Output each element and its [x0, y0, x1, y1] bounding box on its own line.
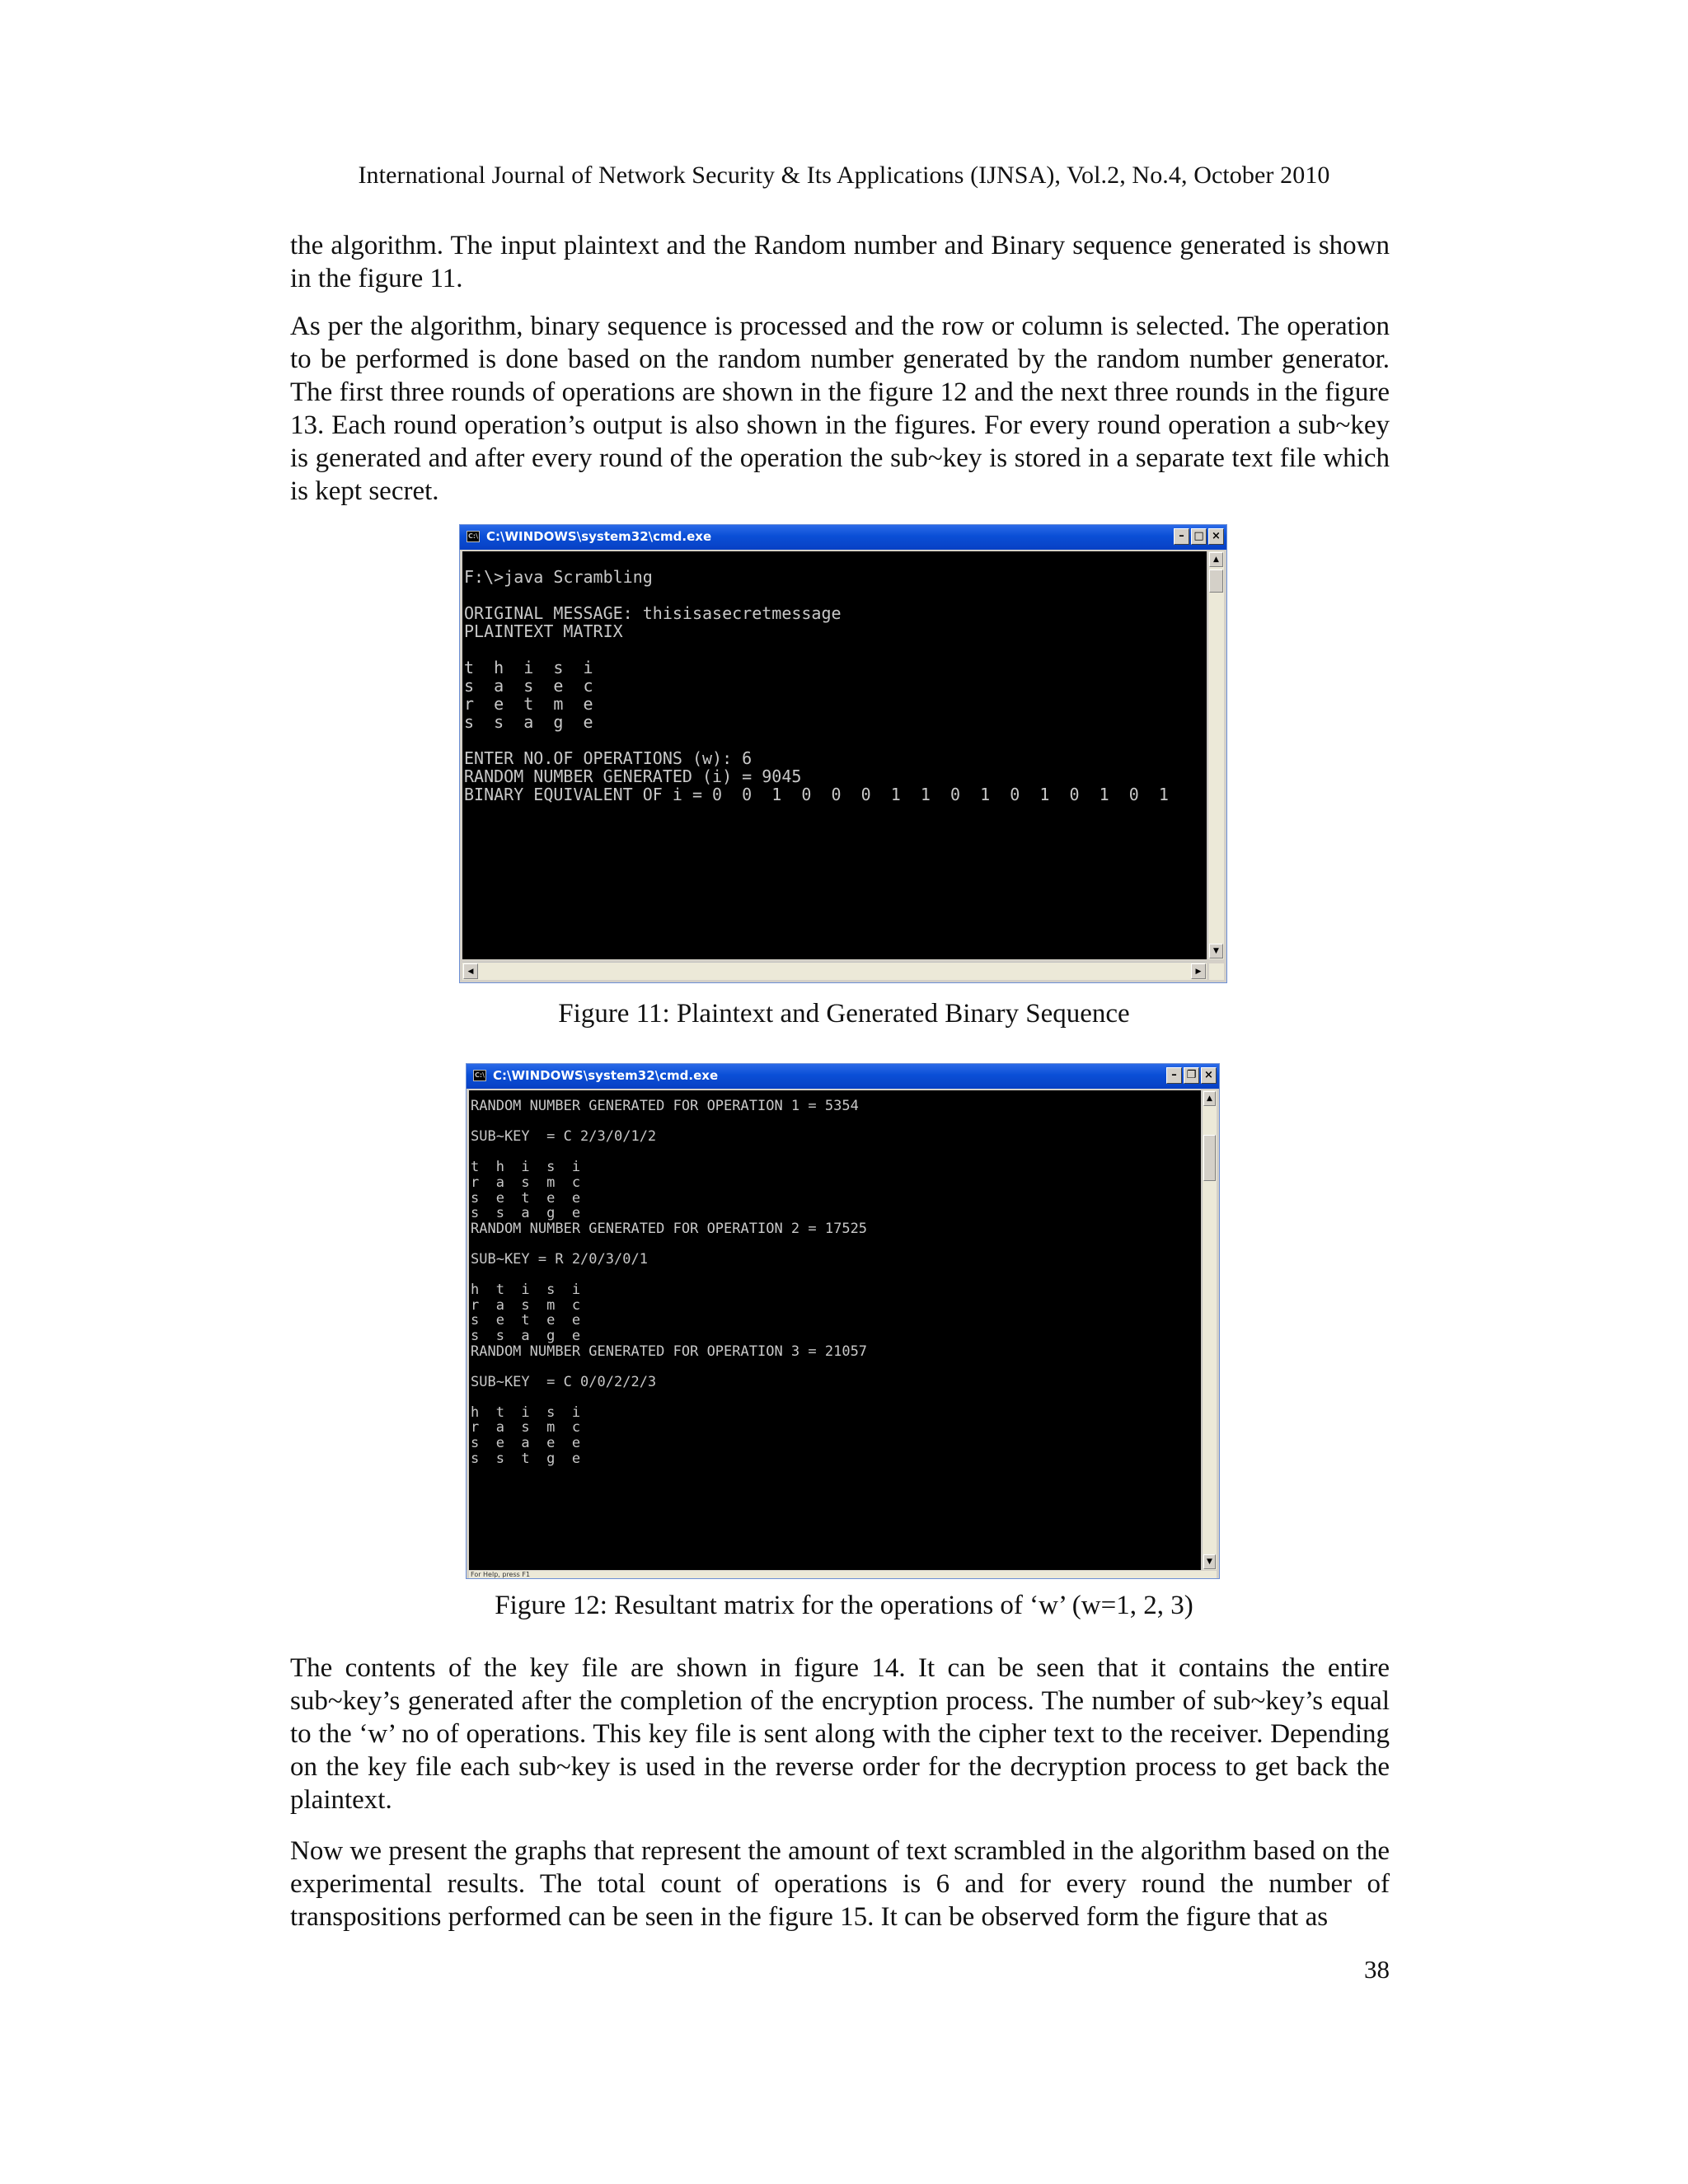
resize-grip-icon[interactable] [1209, 963, 1224, 980]
console-output: F:\>java Scrambling ORIGINAL MESSAGE: thisisasecretmessage PLAINTEXT MATRIX t h i s i s a s e c r e t m e s s a g e ENTER NO.OF OPERATIONS (w): 6 RANDOM NUMBER GENERATED (i) = 9045 BINARY EQUIVALENT OF i = 0 0 1 0 0 0 1 1 0 1 0 1 0 1 0 1 [462, 551, 1207, 959]
paragraph-4: Now we present the graphs that represent the amount of text scrambled in the algorithm based on the experimental results. The total count of operations is 6 and for every round the number of transpositions performed can be seen in the figure 15. It can be observed form the figure that as [290, 1836, 1390, 1932]
scroll-up-icon[interactable]: ▲ [1203, 1091, 1216, 1106]
window-titlebar [467, 1064, 1219, 1089]
restore-button[interactable]: ❐ [1184, 1067, 1199, 1084]
paragraph-1: the algorithm. The input plaintext and the Random number and Binary sequence generated is shown in the figure 11. [290, 231, 1390, 293]
figure-12-caption: Figure 12: Resultant matrix for the operations of ‘w’ (w=1, 2, 3) [495, 1591, 1193, 1620]
cmd-icon: C:\ [473, 1070, 486, 1081]
window-titlebar [460, 525, 1226, 550]
figure-11-caption: Figure 11: Plaintext and Generated Binary Sequence [558, 999, 1130, 1029]
scroll-up-icon[interactable]: ▲ [1209, 552, 1223, 567]
paragraph-2: As per the algorithm, binary sequence is processed and the row or column is selected. The operation to be performed is done based on the random number generated by the random number generator. The first three rounds of operations are shown in the figure 12 and the next three rounds in the figure 13. Each round operation’s output is also shown in the figures. For every round operation a sub~key is generated and after every round of the operation the sub~key is stored in a separate text file which is kept secret. [290, 312, 1390, 506]
horizontal-scrollbar[interactable] [462, 962, 1207, 980]
scroll-thumb[interactable] [1209, 569, 1223, 593]
page-number: 38 [1364, 1955, 1390, 1984]
scroll-down-icon[interactable]: ▼ [1203, 1554, 1216, 1569]
close-button[interactable]: × [1201, 1067, 1217, 1084]
window-title: C:\WINDOWS\system32\cmd.exe [486, 529, 712, 544]
minimize-button[interactable]: – [1174, 528, 1189, 545]
scroll-right-icon[interactable]: ▶ [1191, 963, 1206, 979]
paragraph-3: The contents of the key file are shown in figure 14. It can be seen that it contains the entire sub~key’s generated after the completion of the encryption process. The number of sub~key’s equal to the ‘w’ no of operations. This key file is sent along with the cipher text to the receiver. Depending on the key file each sub~key is used in the reverse order for the decryption process to get back the plaintext. [290, 1653, 1390, 1815]
figure-11-console-window [459, 524, 1227, 983]
console-output: RANDOM NUMBER GENERATED FOR OPERATION 1 = 5354 SUB~KEY = C 2/3/0/1/2 t h i s i r a s m c s e t e e s s a g e RANDOM NUMBER GENERATED FOR OPERATION 2 = 17525 SUB~KEY = R 2/0/3/0/1 h t i s i r a s m c s e t e e s s a g e RANDOM NUMBER GENERATED FOR OPERATION 3 = 21057 SUB~KEY = C 0/0/2/2/3 h t i s i r a s m c s e a e e s s t g e [469, 1090, 1201, 1570]
minimize-button[interactable]: – [1166, 1067, 1182, 1084]
close-button[interactable]: × [1208, 528, 1224, 545]
status-bar: For Help, press F1 [469, 1571, 1217, 1578]
cmd-icon: C:\ [467, 531, 480, 542]
scroll-thumb[interactable] [1203, 1135, 1216, 1181]
window-title: C:\WINDOWS\system32\cmd.exe [493, 1068, 719, 1083]
journal-header: International Journal of Network Security & Its Applications (IJNSA), Vol.2, No.4, October 2010 [358, 162, 1330, 189]
vertical-scrollbar[interactable] [1207, 551, 1224, 959]
figure-12-console-window [466, 1063, 1220, 1579]
scroll-down-icon[interactable]: ▼ [1209, 944, 1223, 958]
scroll-left-icon[interactable]: ◀ [463, 963, 478, 979]
maximize-button[interactable]: □ [1191, 528, 1207, 545]
vertical-scrollbar[interactable] [1202, 1090, 1217, 1570]
